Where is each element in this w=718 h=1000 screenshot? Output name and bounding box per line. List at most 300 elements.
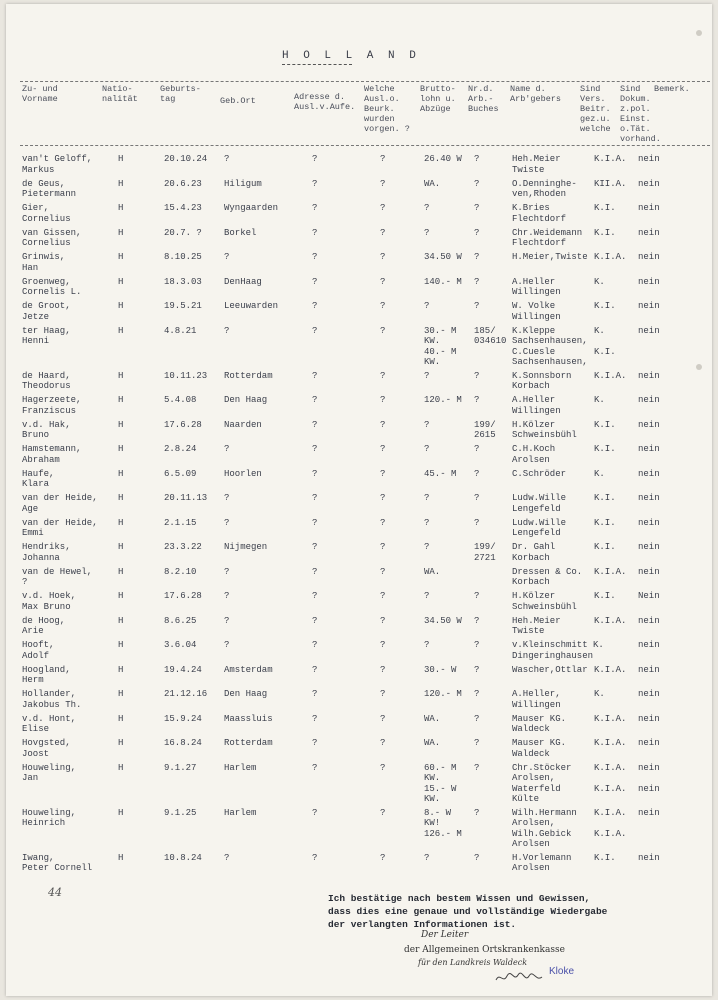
cell-birthplace: ? bbox=[224, 566, 230, 577]
table-row bbox=[6, 395, 712, 416]
cell-birthplace: Hiligum bbox=[224, 178, 262, 189]
cell-documents: nein bbox=[638, 689, 660, 699]
cell-occupation: ? bbox=[380, 689, 386, 699]
cell-employer: K.Kleppe Sachsenhausen, C.Cuesle Sachsenhausen, bbox=[512, 325, 588, 367]
cell-workbook: ? bbox=[474, 252, 480, 262]
cell-insurance: K.I. bbox=[594, 419, 616, 430]
table-row bbox=[6, 469, 712, 490]
cell-name: Houweling, Jan bbox=[22, 762, 77, 783]
cell-documents: nein bbox=[638, 395, 660, 405]
cell-wage: WA. bbox=[424, 713, 441, 724]
cell-birthplace: Amsterdam bbox=[224, 664, 273, 675]
cell-address: ? bbox=[312, 738, 318, 748]
cell-birthdate: 2.8.24 bbox=[164, 444, 197, 454]
cell-birthdate: 16.8.24 bbox=[164, 738, 202, 748]
cell-birthplace: ? bbox=[224, 640, 230, 650]
table-row bbox=[6, 567, 712, 588]
cell-occupation: ? bbox=[380, 395, 386, 405]
cell-address: ? bbox=[312, 517, 318, 528]
cell-employer: Wascher,Ottlar bbox=[512, 664, 588, 675]
cell-name: van't Geloff, Markus bbox=[22, 154, 93, 175]
cell-address: ? bbox=[312, 493, 318, 503]
table-row bbox=[6, 763, 712, 805]
cell-employer: Chr.Stöcker Arolsen, Waterfeld Külte bbox=[512, 762, 572, 804]
cell-occupation: ? bbox=[380, 252, 386, 262]
cell-workbook: ? bbox=[474, 370, 480, 381]
cell-birthplace: ? bbox=[224, 444, 230, 454]
cell-nationality: H bbox=[118, 203, 124, 213]
cell-birthplace: Harlem bbox=[224, 762, 257, 773]
cell-birthdate: 4.8.21 bbox=[164, 325, 197, 336]
cell-documents: nein nein bbox=[638, 762, 660, 794]
cell-birthplace: ? bbox=[224, 252, 230, 262]
cell-birthplace: Den Haag bbox=[224, 689, 268, 699]
cell-birthdate: 19.4.24 bbox=[164, 664, 202, 675]
cell-documents: nein bbox=[638, 203, 660, 213]
table-row bbox=[6, 371, 712, 392]
cell-occupation: ? bbox=[380, 301, 386, 311]
cell-birthdate: 19.5.21 bbox=[164, 301, 202, 311]
cell-birthdate: 6.5.09 bbox=[164, 468, 197, 479]
header-rule-bottom bbox=[20, 145, 710, 146]
cell-wage: ? bbox=[424, 419, 430, 430]
cell-nationality: H bbox=[118, 395, 124, 405]
cell-nationality: H bbox=[118, 325, 124, 336]
cell-occupation: ? bbox=[380, 542, 386, 552]
cell-workbook: ? bbox=[474, 444, 480, 454]
cell-birthdate: 21.12.16 bbox=[164, 689, 208, 699]
cell-employer: Ludw.Wille Lengefeld bbox=[512, 517, 567, 538]
cell-nationality: H bbox=[118, 542, 124, 552]
cell-insurance: K.I. bbox=[594, 591, 616, 601]
cell-occupation: ? bbox=[380, 566, 386, 577]
cell-workbook: ? bbox=[474, 276, 480, 287]
cell-address: ? bbox=[312, 325, 318, 336]
header-address: Adresse d. Ausl.v.Aufe. bbox=[294, 92, 356, 112]
cell-workbook: ? bbox=[474, 154, 480, 164]
cell-name: v.d. Hak, Bruno bbox=[22, 419, 71, 440]
cell-birthdate: 20.11.13 bbox=[164, 493, 208, 503]
header-remarks: Bemerk. bbox=[654, 84, 690, 94]
cell-insurance: K.I. bbox=[594, 203, 616, 213]
cell-birthdate: 20.7. ? bbox=[164, 227, 202, 238]
cell-occupation: ? bbox=[380, 807, 386, 818]
cell-birthplace: ? bbox=[224, 591, 230, 601]
document-page bbox=[6, 4, 712, 996]
cell-name: Houweling, Heinrich bbox=[22, 807, 77, 828]
cell-nationality: H bbox=[118, 227, 124, 238]
cell-address: ? bbox=[312, 370, 318, 381]
cell-documents: nein bbox=[638, 301, 660, 311]
table-row bbox=[6, 228, 712, 249]
cell-employer: Mauser KG. Waldeck bbox=[512, 738, 567, 759]
cell-address: ? bbox=[312, 276, 318, 287]
cell-documents: nein bbox=[638, 640, 660, 650]
cell-documents: nein bbox=[638, 852, 660, 863]
cell-birthplace: ? bbox=[224, 325, 230, 336]
table-row bbox=[6, 444, 712, 465]
cell-occupation: ? bbox=[380, 444, 386, 454]
cell-workbook: ? bbox=[474, 615, 480, 626]
cell-employer: H.Kölzer Schweinsbühl bbox=[512, 591, 577, 612]
cell-name: Haufe, Klara bbox=[22, 468, 55, 489]
page-title: H O L L A N D bbox=[282, 50, 420, 62]
header-occupation: Welche Ausl.o. Beurk. wurden vorgen. ? bbox=[364, 84, 410, 134]
cell-address: ? bbox=[312, 591, 318, 601]
cell-nationality: H bbox=[118, 370, 124, 381]
cell-name: Gier, Cornelius bbox=[22, 203, 71, 224]
cell-employer: Dr. Gahl Korbach bbox=[512, 542, 556, 563]
cell-wage: WA. bbox=[424, 738, 441, 748]
cell-documents: nein bbox=[638, 713, 660, 724]
cell-employer: v.Kleinschmitt K. Dingeringhausen bbox=[512, 640, 604, 661]
cell-insurance: K.I. bbox=[594, 227, 616, 238]
district-name: für den Landkreis Waldeck bbox=[418, 958, 528, 967]
cell-nationality: H bbox=[118, 419, 124, 430]
cell-nationality: H bbox=[118, 517, 124, 528]
cell-documents: nein bbox=[638, 566, 660, 577]
cell-name: Iwang, Peter Cornell bbox=[22, 852, 93, 873]
table-row bbox=[6, 277, 712, 298]
cell-workbook: ? bbox=[474, 762, 480, 773]
cell-birthdate: 15.9.24 bbox=[164, 713, 202, 724]
cell-occupation: ? bbox=[380, 419, 386, 430]
cell-wage: ? bbox=[424, 227, 430, 238]
cell-occupation: ? bbox=[380, 325, 386, 336]
cell-birthplace: ? bbox=[224, 517, 230, 528]
cell-workbook: ? bbox=[474, 301, 480, 311]
cell-workbook: ? bbox=[474, 807, 480, 818]
cell-occupation: ? bbox=[380, 713, 386, 724]
table-row bbox=[6, 179, 712, 200]
cell-insurance: K.I.A. bbox=[594, 615, 627, 626]
cell-workbook: ? bbox=[474, 664, 480, 675]
cell-wage: 8.- W KW! 126.- M bbox=[424, 807, 462, 839]
cell-employer: H.Kölzer Schweinsbühl bbox=[512, 419, 577, 440]
cell-wage: ? bbox=[424, 542, 430, 552]
signer-title: Der Leiter bbox=[421, 930, 469, 940]
cell-wage: 34.50 W bbox=[424, 252, 462, 262]
cell-occupation: ? bbox=[380, 203, 386, 213]
cell-wage: WA. bbox=[424, 566, 441, 577]
cell-birthplace: Leeuwarden bbox=[224, 301, 279, 311]
cell-workbook: ? bbox=[474, 395, 480, 405]
cell-address: ? bbox=[312, 689, 318, 699]
cell-workbook: ? bbox=[474, 203, 480, 213]
cell-address: ? bbox=[312, 807, 318, 818]
cell-employer: Mauser KG. Waldeck bbox=[512, 713, 567, 734]
cell-insurance: K.I.A. K.I.A. bbox=[594, 807, 627, 839]
table-row bbox=[6, 301, 712, 322]
cell-nationality: H bbox=[118, 689, 124, 699]
cell-insurance: K. bbox=[594, 689, 605, 699]
cell-wage: 34.50 W bbox=[424, 615, 462, 626]
header-birthdate: Geburts- tag bbox=[160, 84, 201, 104]
cell-documents: nein bbox=[638, 154, 660, 164]
cell-address: ? bbox=[312, 762, 318, 773]
cell-insurance: K.I. bbox=[594, 852, 616, 863]
cell-documents: nein bbox=[638, 807, 660, 818]
cell-wage: 140.- M bbox=[424, 276, 462, 287]
cell-workbook: 185/ 034610 bbox=[474, 325, 507, 346]
office-name: der Allgemeinen Ortskrankenkasse bbox=[404, 945, 565, 955]
cell-birthdate: 20.6.23 bbox=[164, 178, 202, 189]
cell-birthdate: 8.6.25 bbox=[164, 615, 197, 626]
table-row bbox=[6, 640, 712, 661]
cell-employer: Chr.Weidemann Flechtdorf bbox=[512, 227, 583, 248]
cell-documents: nein bbox=[638, 738, 660, 748]
cell-address: ? bbox=[312, 203, 318, 213]
cell-address: ? bbox=[312, 444, 318, 454]
cell-nationality: H bbox=[118, 301, 124, 311]
table-row bbox=[6, 154, 712, 175]
cell-name: v.d. Hoek, Max Bruno bbox=[22, 591, 77, 612]
cell-employer: O.Denninghe- ven,Rhoden bbox=[512, 178, 577, 199]
cell-address: ? bbox=[312, 615, 318, 626]
cell-address: ? bbox=[312, 713, 318, 724]
table-row bbox=[6, 738, 712, 759]
cell-address: ? bbox=[312, 252, 318, 262]
cell-nationality: H bbox=[118, 252, 124, 262]
cell-birthplace: ? bbox=[224, 615, 230, 626]
cell-nationality: H bbox=[118, 852, 124, 863]
cell-occupation: ? bbox=[380, 178, 386, 189]
cell-nationality: H bbox=[118, 807, 124, 818]
cell-wage: ? bbox=[424, 203, 430, 213]
cell-wage: 26.40 W bbox=[424, 154, 462, 164]
cell-name: van der Heide, Age bbox=[22, 493, 98, 514]
cell-documents: nein bbox=[638, 227, 660, 238]
cell-workbook: ? bbox=[474, 493, 480, 503]
cell-address: ? bbox=[312, 154, 318, 164]
cell-employer: Heh.Meier Twiste bbox=[512, 154, 561, 175]
cell-birthplace: Wyngaarden bbox=[224, 203, 279, 213]
cell-address: ? bbox=[312, 640, 318, 650]
cell-nationality: H bbox=[118, 178, 124, 189]
cell-documents: nein bbox=[638, 468, 660, 479]
cell-documents: nein bbox=[638, 664, 660, 675]
table-row bbox=[6, 689, 712, 710]
title-underline bbox=[282, 64, 352, 65]
cell-wage: ? bbox=[424, 493, 430, 503]
cell-documents: Nein bbox=[638, 591, 660, 601]
cell-documents: nein bbox=[638, 542, 660, 552]
cell-insurance: K.I. bbox=[594, 517, 616, 528]
cell-birthdate: 18.3.03 bbox=[164, 276, 202, 287]
cell-birthplace: ? bbox=[224, 493, 230, 503]
cell-workbook: ? bbox=[474, 852, 480, 863]
cell-employer: K.Sonnsborn Korbach bbox=[512, 370, 572, 391]
cell-name: Hovgsted, Joost bbox=[22, 738, 71, 759]
cell-address: ? bbox=[312, 419, 318, 430]
cell-insurance: K. bbox=[594, 468, 605, 479]
cell-occupation: ? bbox=[380, 227, 386, 238]
cell-occupation: ? bbox=[380, 640, 386, 650]
cell-workbook: ? bbox=[474, 178, 480, 189]
header-nationality: Natio- nalität bbox=[102, 84, 138, 104]
cell-workbook: 199/ 2721 bbox=[474, 542, 496, 563]
cell-name: Groenweg, Cornelis L. bbox=[22, 276, 82, 297]
cell-documents: nein bbox=[638, 178, 660, 189]
cell-address: ? bbox=[312, 566, 318, 577]
table-row bbox=[6, 665, 712, 686]
cell-documents: nein bbox=[638, 493, 660, 503]
cell-name: Hooft, Adolf bbox=[22, 640, 55, 661]
cell-nationality: H bbox=[118, 591, 124, 601]
table-row bbox=[6, 542, 712, 563]
cell-occupation: ? bbox=[380, 370, 386, 381]
cell-birthplace: ? bbox=[224, 852, 230, 863]
cell-address: ? bbox=[312, 395, 318, 405]
cell-wage: ? bbox=[424, 852, 430, 863]
cell-nationality: H bbox=[118, 276, 124, 287]
cell-insurance: K.I.A. bbox=[594, 370, 627, 381]
cell-birthdate: 9.1.27 bbox=[164, 762, 197, 773]
cell-name: Hamstemann, Abraham bbox=[22, 444, 82, 465]
cell-employer: W. Volke Willingen bbox=[512, 301, 561, 322]
cell-employer: A.Heller Willingen bbox=[512, 276, 561, 297]
cell-wage: ? bbox=[424, 640, 430, 650]
cell-name: van der Heide, Emmi bbox=[22, 517, 98, 538]
cell-documents: nein bbox=[638, 419, 660, 430]
cell-insurance: K. bbox=[594, 276, 605, 287]
cell-documents: nein bbox=[638, 517, 660, 528]
cell-occupation: ? bbox=[380, 517, 386, 528]
handwritten-signature bbox=[494, 970, 544, 986]
cell-nationality: H bbox=[118, 762, 124, 773]
cell-insurance: KII.A. bbox=[594, 178, 627, 189]
cell-insurance: K.I. bbox=[594, 493, 616, 503]
cell-documents: nein bbox=[638, 276, 660, 287]
cell-employer: C.Schröder bbox=[512, 468, 567, 479]
table-row bbox=[6, 420, 712, 441]
header-wage: Brutto- lohn u. Abzüge bbox=[420, 84, 456, 114]
cell-birthdate: 10.8.24 bbox=[164, 852, 202, 863]
cell-workbook: ? bbox=[474, 591, 480, 601]
cell-occupation: ? bbox=[380, 762, 386, 773]
header-documents: Sind Dokum. z.pol. Einst. o.Tät. vorhand. bbox=[620, 84, 661, 144]
cell-birthplace: ? bbox=[224, 154, 230, 164]
cell-insurance: K.I.A. K.I.A. bbox=[594, 762, 627, 794]
cell-nationality: H bbox=[118, 713, 124, 724]
cell-insurance: K.I. bbox=[594, 542, 616, 552]
cell-address: ? bbox=[312, 852, 318, 863]
cell-employer: C.H.Koch Arolsen bbox=[512, 444, 556, 465]
cell-nationality: H bbox=[118, 664, 124, 675]
cell-nationality: H bbox=[118, 468, 124, 479]
cell-name: Hoogland, Herm bbox=[22, 664, 71, 685]
table-row bbox=[6, 808, 712, 850]
cell-birthdate: 20.10.24 bbox=[164, 154, 208, 164]
cell-insurance: K.I.A. bbox=[594, 713, 627, 724]
cell-wage: 120.- M bbox=[424, 689, 462, 699]
cell-wage: ? bbox=[424, 370, 430, 381]
table-row bbox=[6, 326, 712, 368]
cell-nationality: H bbox=[118, 615, 124, 626]
cell-birthdate: 8.2.10 bbox=[164, 566, 197, 577]
cell-birthdate: 23.3.22 bbox=[164, 542, 202, 552]
cell-employer: Dressen & Co. Korbach bbox=[512, 566, 583, 587]
cell-birthdate: 2.1.15 bbox=[164, 517, 197, 528]
cell-birthdate: 15.4.23 bbox=[164, 203, 202, 213]
cell-occupation: ? bbox=[380, 664, 386, 675]
cell-nationality: H bbox=[118, 444, 124, 454]
cell-wage: 45.- M bbox=[424, 468, 457, 479]
cell-documents: nein bbox=[638, 252, 660, 262]
table-row bbox=[6, 518, 712, 539]
table-row bbox=[6, 493, 712, 514]
cell-occupation: ? bbox=[380, 738, 386, 748]
header-rule-top bbox=[20, 81, 710, 82]
cell-name: de Hoog, Arie bbox=[22, 615, 66, 636]
cell-occupation: ? bbox=[380, 852, 386, 863]
header-insurance: Sind Vers. Beitr. gez.u. welche bbox=[580, 84, 611, 134]
cell-insurance: K.I.A. bbox=[594, 252, 627, 262]
cell-workbook: ? bbox=[474, 713, 480, 724]
cell-address: ? bbox=[312, 542, 318, 552]
cell-nationality: H bbox=[118, 738, 124, 748]
cell-occupation: ? bbox=[380, 615, 386, 626]
cell-name: Hollander, Jakobus Th. bbox=[22, 689, 82, 710]
cell-birthplace: Borkel bbox=[224, 227, 257, 238]
header-workbook: Nr.d. Arb.- Buches bbox=[468, 84, 499, 114]
cell-insurance: K. bbox=[594, 395, 605, 405]
cell-nationality: H bbox=[118, 154, 124, 164]
name-stamp: Kloke bbox=[549, 966, 575, 977]
cell-occupation: ? bbox=[380, 276, 386, 287]
cell-insurance: K. K.I. bbox=[594, 325, 616, 357]
cell-birthplace: Rotterdam bbox=[224, 738, 273, 748]
header-birthplace: Geb.Ort bbox=[220, 96, 256, 106]
cell-employer: Heh.Meier Twiste bbox=[512, 615, 561, 636]
cell-employer: Ludw.Wille Lengefeld bbox=[512, 493, 567, 514]
cell-workbook: ? bbox=[474, 517, 480, 528]
cell-insurance: K.I. bbox=[594, 444, 616, 454]
cell-birthplace: Naarden bbox=[224, 419, 262, 430]
cell-birthdate: 17.6.28 bbox=[164, 419, 202, 430]
cell-nationality: H bbox=[118, 640, 124, 650]
punch-hole bbox=[696, 30, 702, 36]
table-row bbox=[6, 853, 712, 874]
cell-employer: A.Heller, Willingen bbox=[512, 689, 561, 710]
cell-employer: H.Meier,Twiste bbox=[512, 252, 588, 262]
cell-insurance: K.I.A. bbox=[594, 566, 627, 577]
cell-birthdate: 5.4.08 bbox=[164, 395, 197, 405]
cell-documents: nein bbox=[638, 325, 660, 336]
cell-occupation: ? bbox=[380, 591, 386, 601]
table-row bbox=[6, 203, 712, 224]
cell-insurance: K.I. bbox=[594, 301, 616, 311]
cell-birthdate: 9.1.25 bbox=[164, 807, 197, 818]
cell-workbook: ? bbox=[474, 738, 480, 748]
cell-birthdate: 10.11.23 bbox=[164, 370, 208, 381]
table-row bbox=[6, 714, 712, 735]
cell-wage: 30.- W bbox=[424, 664, 457, 675]
cell-birthdate: 17.6.28 bbox=[164, 591, 202, 601]
cell-workbook: ? bbox=[474, 468, 480, 479]
cell-employer: Wilh.Hermann Arolsen, Wilh.Gebick Arolsen bbox=[512, 807, 577, 849]
cell-wage: 60.- M KW. 15.- W KW. bbox=[424, 762, 457, 804]
cell-address: ? bbox=[312, 468, 318, 479]
cell-insurance: K.I.A. bbox=[594, 154, 627, 164]
cell-name: Grinwis, Han bbox=[22, 252, 66, 273]
header-name: Zu- und Vorname bbox=[22, 84, 58, 104]
cell-employer: K.Bries Flechtdorf bbox=[512, 203, 567, 224]
cell-workbook: 199/ 2615 bbox=[474, 419, 496, 440]
cell-wage: ? bbox=[424, 591, 430, 601]
cell-address: ? bbox=[312, 227, 318, 238]
cell-birthplace: Maassluis bbox=[224, 713, 273, 724]
